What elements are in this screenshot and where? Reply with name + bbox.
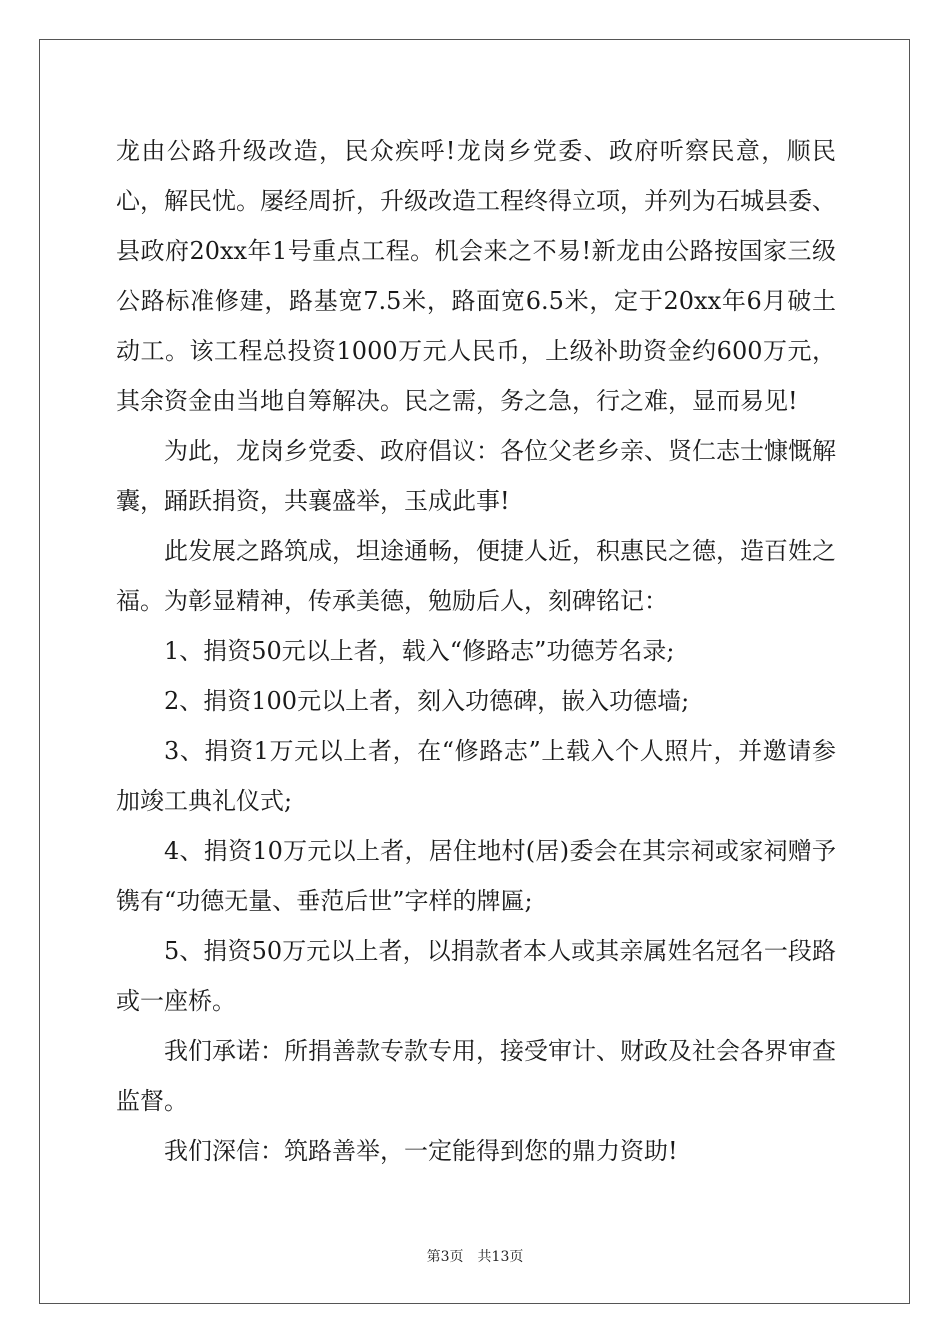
list-item-1: 1、捐资50元以上者，载入“修路志”功德芳名录; [164, 637, 675, 665]
page-number-footer: 第3页 共13页 [426, 1249, 524, 1265]
paragraph-3: 此发展之路筑成，坦途通畅，便捷人近，积惠民之德，造百姓之福。为彰显精神，传承美德，勉励后人，刻碑铭记： [116, 537, 836, 615]
list-item-2: 2、捐资100元以上者，刻入功德碑，嵌入功德墙; [164, 687, 690, 715]
list-item-5: 5、捐资50万元以上者，以捐款者本人或其亲属姓名冠名一段路或一座桥。 [116, 937, 836, 1015]
paragraph-1: 龙由公路升级改造，民众疾呼!龙岗乡党委、政府听察民意，顺民心，解民忧。屡经周折，升级改造工程终得立项，并列为石城县委、县政府20xx年1号重点工程。机会来之不易!新龙由公路按国家三级公路标准修建，路基宽7.5米，路面宽6.5米，定于20xx年6月破土动工。该工程总投资1000万元人民币，上级补助资金约600万元，其余资金由当地自筹解决。民之需，务之急，行之难，显而易见! [116, 137, 836, 415]
paragraph-closing: 我们深信：筑路善举，一定能得到您的鼎力资助! [164, 1137, 678, 1165]
list-item-3: 3、捐资1万元以上者，在“修路志”上载入个人照片，并邀请参加竣工典礼仪式; [116, 737, 836, 815]
list-item-4: 4、捐资10万元以上者，居住地村(居)委会在其宗祠或家祠赠予镌有“功德无量、垂范后世”字样的牌匾; [116, 837, 836, 915]
document-body [116, 126, 836, 1176]
paragraph-commitment: 我们承诺：所捐善款专款专用，接受审计、财政及社会各界审查监督。 [116, 1037, 836, 1115]
paragraph-2: 为此，龙岗乡党委、政府倡议：各位父老乡亲、贤仁志士慷慨解囊，踊跃捐资，共襄盛举，玉成此事! [116, 437, 836, 515]
